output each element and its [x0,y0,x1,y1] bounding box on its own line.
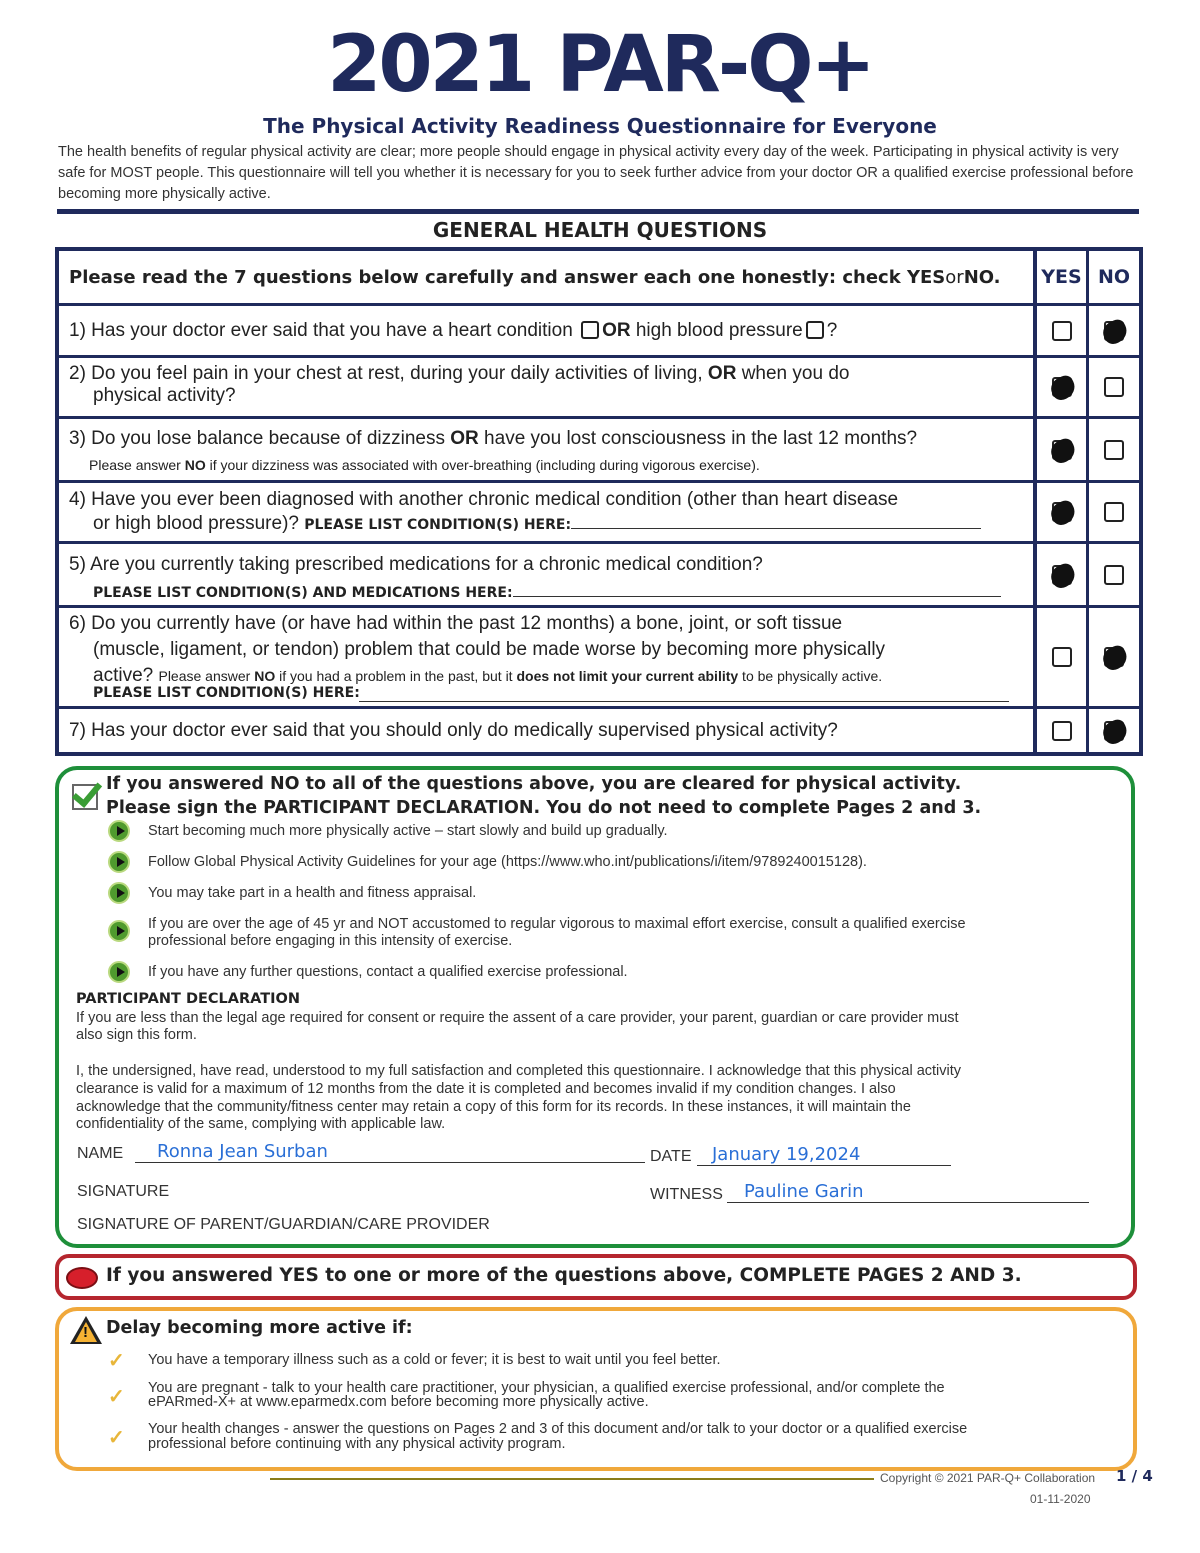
question-1-text: 1) Has your doctor ever said that you have a heart condition OR high blood pressure ? [69,320,838,341]
name-label: NAME [77,1145,124,1162]
delay-item-2a: You are pregnant - talk to your health care practitioner, your physician, a qualified exercise professional, and/or complete the [148,1380,945,1396]
question-2-text: 2) Do you feel pain in your chest at rest, during your daily activities of living, OR when you do physical activity? [69,363,850,406]
q7-no-checkbox[interactable] [1104,721,1124,741]
green-checkmark-icon [72,784,98,810]
declaration-p2-line-2: clearance is valid for a maximum of 12 months from the date it is completed and becomes invalid if my condition changes. I also [76,1081,896,1097]
heart-condition-checkbox[interactable] [581,321,599,339]
copyright-text: Copyright © 2021 PAR-Q+ Collaboration [880,1471,1096,1485]
play-bullet-icon [108,851,130,873]
delay-title: Delay becoming more active if: [106,1318,413,1338]
q3-no-checkbox[interactable] [1104,440,1124,460]
cleared-bullet-3: You may take part in a health and fitness appraisal. [148,885,477,901]
cleared-bullet-5: If you have any further questions, contact a qualified exercise professional. [148,964,628,980]
question-row-7 [59,709,1139,752]
witness-field[interactable]: Pauline Garin [744,1181,864,1202]
q4-conditions-field[interactable] [571,528,981,529]
question-7-text: 7) Has your doctor ever said that you should only do medically supervised physical activity? [69,720,838,741]
question-6-text: 6) Do you currently have (or have had within the past 12 months) a bone, joint, or soft tissue (muscle, ligament, or tendon) problem that could be made worse by becoming more physically active? Please answer NO if you had a problem in the past, but it does not limit your current ability to be physically active. PLEASE LIST CONDITION(S) HERE: [59,608,1033,706]
q6-conditions-field[interactable] [359,686,1009,702]
witness-line [727,1202,1089,1203]
declaration-p1-line-1: If you are less than the legal age required for consent or require the assent of a care provider, your parent, guardian or care provider must [76,1010,959,1026]
header-divider [57,209,1139,214]
form-title: 2021 PAR-Q+ [327,20,873,110]
declaration-title: PARTICIPANT DECLARATION [76,991,300,1007]
footer-divider [270,1478,874,1480]
play-bullet-icon [108,920,130,942]
declaration-p2-line-3: acknowledge that the community/fitness center may retain a copy of this form for its records. In these instances, it will maintain the [76,1099,911,1115]
date-line [697,1165,951,1166]
q5-no-checkbox[interactable] [1104,565,1124,585]
table-header-row [59,251,1139,306]
stop-icon [66,1267,98,1289]
q3-yes-checkbox[interactable] [1052,440,1072,460]
no-column-header: NO [1086,251,1139,303]
delay-item-2b: ePARmed-X+ at www.eparmedx.com before becoming more physically active. [148,1394,649,1410]
cleared-title-line-2: Please sign the PARTICIPANT DECLARATION. You do not need to complete Pages 2 and 3. [106,798,982,818]
q2-yes-checkbox[interactable] [1052,377,1072,397]
question-3-text: 3) Do you lose balance because of dizziness OR have you lost consciousness in the last 12 months? Please answer NO if your dizziness was associated with over-breathing (including during vigorous exercise). [69,428,918,473]
yes-notice-text: If you answered YES to one or more of the questions above, COMPLETE PAGES 2 AND 3. [106,1265,1022,1286]
cleared-title-line-1: If you answered NO to all of the questions above, you are cleared for physical activity. [106,774,962,794]
declaration-p2-line-4: confidentiality of the same, complying with applicable law. [76,1116,446,1132]
date-field[interactable]: January 19,2024 [712,1144,861,1165]
questions-table [55,247,1143,756]
intro-paragraph: The health benefits of regular physical activity are clear; more people should engage in physical activity every day of the week. Participating in physical activity is very safe for MOST people. This questionnaire will tell you whether it is necessary for you to seek further advice from your doctor OR a qualified exercise professional before becoming more physically active. [58,144,1134,202]
q4-no-checkbox[interactable] [1104,502,1124,522]
name-line [135,1162,645,1163]
question-5-text: 5) Are you currently taking prescribed medications for a chronic medical condition? PLEASE LIST CONDITION(S) AND MEDICATIONS HERE: [59,544,1033,605]
section-title: GENERAL HEALTH QUESTIONS [432,218,768,242]
high-blood-pressure-checkbox[interactable] [806,321,824,339]
witness-label: WITNESS [650,1186,723,1203]
cleared-bullet-2: Follow Global Physical Activity Guidelines for your age (https://www.who.int/publications/i/item/9789240015128). [148,854,867,870]
q5-yes-checkbox[interactable] [1052,565,1072,585]
q1-no-checkbox[interactable] [1104,321,1124,341]
q2-no-checkbox[interactable] [1104,377,1124,397]
date-label: DATE [650,1148,692,1165]
checkmark-icon: ✓ [108,1427,125,1449]
cleared-bullet-4a: If you are over the age of 45 yr and NOT accustomed to regular vigorous to maximal effort exercise, consult a qualified exercise [148,916,966,932]
question-row-6 [59,608,1139,709]
question-row-4 [59,483,1139,544]
play-bullet-icon [108,882,130,904]
q5-medications-field[interactable] [513,596,1001,597]
delay-item-3b: professional before continuing with any physical activity program. [148,1436,566,1452]
checkmark-icon: ✓ [108,1350,125,1372]
delay-item-1: You have a temporary illness such as a cold or fever; it is best to wait until you feel better. [148,1352,721,1368]
cleared-bullet-4b: professional before engaging in this intensity of exercise. [148,933,513,949]
version-date: 01-11-2020 [1030,1492,1091,1506]
cleared-bullet-1: Start becoming much more physically active – start slowly and build up gradually. [148,823,668,839]
q6-yes-checkbox[interactable] [1052,647,1072,667]
q7-yes-checkbox[interactable] [1052,721,1072,741]
question-row-2 [59,358,1139,419]
declaration-p2-line-1: I, the undersigned, have read, understood to my full satisfaction and completed this questionnaire. I acknowledge that this physical activity [76,1063,962,1079]
page-number: 1 / 4 [1116,1467,1153,1485]
name-field[interactable]: Ronna Jean Surban [157,1141,328,1162]
question-row-5 [59,544,1139,608]
q4-yes-checkbox[interactable] [1052,502,1072,522]
q6-no-checkbox[interactable] [1104,647,1124,667]
instruction-text: Please read the 7 questions below carefully and answer each one honestly: check YES or NO. [69,266,1001,288]
play-bullet-icon [108,820,130,842]
question-row-3 [59,419,1139,483]
signature-label: SIGNATURE [77,1183,170,1200]
guardian-signature-label: SIGNATURE OF PARENT/GUARDIAN/CARE PROVIDER [77,1216,490,1233]
delay-item-3a: Your health changes - answer the questions on Pages 2 and 3 of this document and/or talk to your doctor or a qualified exercise [148,1421,968,1437]
declaration-p1-line-2: also sign this form. [76,1027,197,1043]
question-4-text: 4) Have you ever been diagnosed with another chronic medical condition (other than heart disease or high blood pressure)? PLEASE LIST CONDITION(S) HERE: [59,483,1033,541]
checkmark-icon: ✓ [108,1386,125,1408]
yes-column-header: YES [1033,251,1086,303]
play-bullet-icon [108,961,130,983]
question-row-1 [59,306,1139,358]
q1-yes-checkbox[interactable] [1052,321,1072,341]
form-subtitle: The Physical Activity Readiness Questionnaire for Everyone [263,114,937,138]
